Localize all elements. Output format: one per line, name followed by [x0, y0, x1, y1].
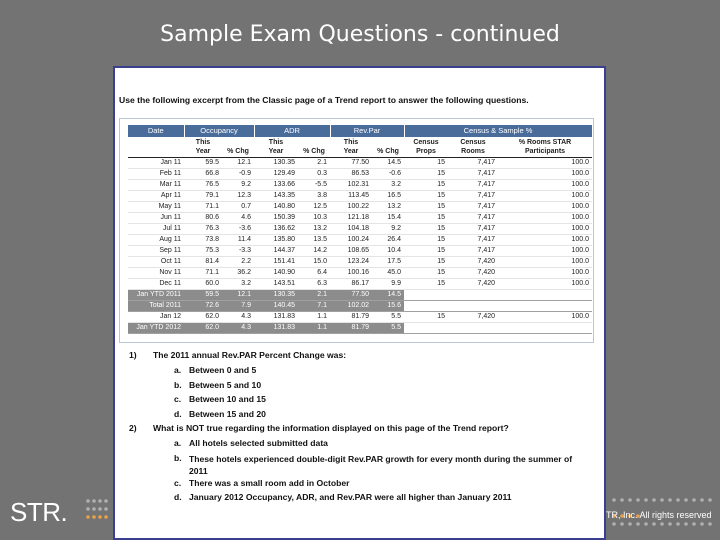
subheader-cell: % Chg: [222, 147, 254, 157]
table-cell: 71.1: [184, 201, 222, 212]
table-cell: 81.79: [330, 322, 372, 333]
question-text: What is NOT true regarding the information displayed on this page of the Trend report?: [153, 423, 509, 433]
row-date-cell: Sep 11: [128, 245, 184, 256]
table-cell: 15: [404, 234, 448, 245]
option-text: All hotels selected submitted data: [189, 438, 328, 448]
table-cell: 100.0: [498, 223, 592, 234]
row-date-cell: Jan 12: [128, 311, 184, 322]
option-text: Between 5 and 10: [189, 379, 262, 390]
table-cell: 7.1: [298, 300, 330, 311]
header-census: Census & Sample %: [404, 125, 592, 137]
table-cell: 4.3: [222, 322, 254, 333]
table-cell: 140.80: [254, 201, 298, 212]
answer-option: [129, 492, 599, 507]
table-cell: 100.16: [330, 267, 372, 278]
table-cell: 7,417: [448, 157, 498, 168]
answer-option: [129, 453, 599, 478]
option-letter: b.: [174, 452, 182, 463]
table-cell: 100.24: [330, 234, 372, 245]
table-row: [128, 267, 592, 278]
table-cell: 100.0: [498, 212, 592, 223]
option-text: These hotels experienced double-digit Rev.PAR growth for every month during the summer of 2011: [189, 453, 573, 476]
table-cell: 11.4: [222, 234, 254, 245]
table-cell: 15: [404, 223, 448, 234]
table-cell: [498, 322, 592, 333]
answer-option: [129, 394, 599, 409]
subheader-cell: Year: [330, 147, 372, 157]
instruction-text: Use the following excerpt from the Classic page of a Trend report to answer the following questions.: [119, 95, 529, 105]
table-cell: 102.31: [330, 179, 372, 190]
table-cell: 76.5: [184, 179, 222, 190]
table-cell: 131.83: [254, 322, 298, 333]
row-date-cell: Jul 11: [128, 223, 184, 234]
table-cell: 76.3: [184, 223, 222, 234]
table-cell: 7,417: [448, 168, 498, 179]
table-cell: 104.18: [330, 223, 372, 234]
table-cell: 15.0: [298, 256, 330, 267]
table-cell: 2.1: [298, 157, 330, 168]
table-cell: 12.1: [222, 157, 254, 168]
copyright-footer: TR, Inc. All rights reserved: [606, 510, 712, 520]
subheader-cell: [372, 137, 404, 147]
table-cell: 72.6: [184, 300, 222, 311]
table-cell: 16.5: [372, 190, 404, 201]
row-date-cell: May 11: [128, 201, 184, 212]
table-cell: [404, 322, 448, 333]
table-cell: 121.18: [330, 212, 372, 223]
table-cell: 15: [404, 190, 448, 201]
table-cell: 100.0: [498, 245, 592, 256]
table-subheader-2: [128, 147, 592, 157]
table-cell: 14.2: [298, 245, 330, 256]
answer-option: [129, 409, 599, 424]
answer-option: [129, 438, 599, 453]
table-cell: 131.83: [254, 311, 298, 322]
table-cell: 6.4: [298, 267, 330, 278]
table-row: [128, 311, 592, 322]
table-cell: 7,420: [448, 267, 498, 278]
table-cell: 2.2: [222, 256, 254, 267]
table-cell: 7,417: [448, 223, 498, 234]
subheader-cell: [128, 147, 184, 157]
table-cell: 15.4: [372, 212, 404, 223]
table-cell: 13.5: [298, 234, 330, 245]
table-cell: 14.5: [372, 157, 404, 168]
subheader-cell: Census: [448, 137, 498, 147]
question: [129, 350, 599, 365]
table-cell: [404, 300, 448, 311]
option-letter: a.: [174, 438, 182, 448]
answer-option: [129, 365, 599, 380]
table-cell: 135.80: [254, 234, 298, 245]
subheader-cell: % Chg: [372, 147, 404, 157]
subheader-cell: Props: [404, 147, 448, 157]
table-cell: 79.1: [184, 190, 222, 201]
row-date-cell: Aug 11: [128, 234, 184, 245]
subheader-cell: Rooms: [448, 147, 498, 157]
table-cell: 7,420: [448, 311, 498, 322]
table-cell: 13.2: [372, 201, 404, 212]
subheader-cell: [222, 137, 254, 147]
table-cell: [448, 289, 498, 300]
row-date-cell: Feb 11: [128, 168, 184, 179]
table-cell: 36.2: [222, 267, 254, 278]
table-cell: 100.0: [498, 278, 592, 289]
table-cell: 75.3: [184, 245, 222, 256]
table-cell: 100.0: [498, 234, 592, 245]
option-text: Between 15 and 20: [189, 408, 266, 419]
table-cell: 100.0: [498, 157, 592, 168]
table-cell: -0.9: [222, 168, 254, 179]
table-cell: 6.3: [298, 278, 330, 289]
table-cell: 7,417: [448, 179, 498, 190]
table-row: [128, 179, 592, 190]
table-row: [128, 278, 592, 289]
table-cell: 9.2: [222, 179, 254, 190]
table-cell: 133.66: [254, 179, 298, 190]
table-cell: 7,417: [448, 201, 498, 212]
summary-row: [128, 300, 592, 311]
header-date: Date: [128, 125, 184, 137]
table-cell: 3.2: [372, 179, 404, 190]
table-cell: 15: [404, 245, 448, 256]
table-cell: 100.0: [498, 190, 592, 201]
table-cell: -3.3: [222, 245, 254, 256]
table-cell: 15: [404, 311, 448, 322]
table-cell: 100.22: [330, 201, 372, 212]
option-letter: c.: [174, 394, 182, 404]
table-cell: 3.8: [298, 190, 330, 201]
table-cell: 4.6: [222, 212, 254, 223]
table-cell: 100.0: [498, 201, 592, 212]
table-cell: 130.35: [254, 157, 298, 168]
subheader-cell: Year: [254, 147, 298, 157]
table-cell: 0.3: [298, 168, 330, 179]
row-date-cell: Dec 11: [128, 278, 184, 289]
option-text: Between 0 and 5: [189, 365, 257, 375]
table-cell: 15: [404, 157, 448, 168]
table-cell: 5.5: [372, 322, 404, 333]
table-cell: 2.1: [298, 289, 330, 300]
row-date-cell: Apr 11: [128, 190, 184, 201]
table-cell: 1.1: [298, 311, 330, 322]
table-cell: 5.5: [372, 311, 404, 322]
subheader-cell: Participants: [498, 147, 592, 157]
table-cell: [404, 289, 448, 300]
table-cell: 66.8: [184, 168, 222, 179]
table-row: [128, 245, 592, 256]
table-group-header: [128, 125, 592, 137]
row-date-cell: Mar 11: [128, 179, 184, 190]
table-cell: 86.17: [330, 278, 372, 289]
table-cell: 144.37: [254, 245, 298, 256]
summary-row: [128, 289, 592, 300]
option-letter: b.: [174, 379, 182, 390]
table-cell: 7,417: [448, 190, 498, 201]
table-cell: 15: [404, 168, 448, 179]
table-cell: 3.2: [222, 278, 254, 289]
table-cell: -3.6: [222, 223, 254, 234]
table-cell: 130.35: [254, 289, 298, 300]
table-cell: [448, 300, 498, 311]
header-revpar: Rev.Par: [330, 125, 404, 137]
table-row: [128, 168, 592, 179]
subheader-cell: % Chg: [298, 147, 330, 157]
slide-title: Sample Exam Questions - continued: [160, 22, 560, 47]
table-cell: 15: [404, 212, 448, 223]
row-date-cell: Jan YTD 2011: [128, 289, 184, 300]
table-cell: 60.0: [184, 278, 222, 289]
table-cell: [448, 322, 498, 333]
table-cell: 1.1: [298, 322, 330, 333]
row-date-cell: Nov 11: [128, 267, 184, 278]
table-cell: 143.35: [254, 190, 298, 201]
table-cell: [498, 300, 592, 311]
table-row: [128, 256, 592, 267]
decorative-dots-icon: [84, 496, 110, 526]
table-cell: 15: [404, 256, 448, 267]
header-adr: ADR: [254, 125, 330, 137]
option-text: January 2012 Occupancy, ADR, and Rev.PAR were all higher than January 2011: [189, 492, 512, 502]
table-cell: 7,420: [448, 278, 498, 289]
option-letter: d.: [174, 492, 182, 502]
table-cell: 7,417: [448, 245, 498, 256]
answer-option: [129, 478, 599, 493]
question-number: 1): [129, 350, 137, 360]
table-cell: 10.4: [372, 245, 404, 256]
table-cell: 45.0: [372, 267, 404, 278]
subheader-cell: [128, 137, 184, 147]
table-cell: 113.45: [330, 190, 372, 201]
table-cell: 7,420: [448, 256, 498, 267]
table-cell: 14.5: [372, 289, 404, 300]
table-cell: 15.6: [372, 300, 404, 311]
table-cell: 9.2: [372, 223, 404, 234]
row-date-cell: Jun 11: [128, 212, 184, 223]
table-cell: -0.6: [372, 168, 404, 179]
table-cell: 7.9: [222, 300, 254, 311]
table-cell: 77.50: [330, 289, 372, 300]
table-cell: 0.7: [222, 201, 254, 212]
table-cell: 13.2: [298, 223, 330, 234]
table-cell: 4.3: [222, 311, 254, 322]
table-row: [128, 157, 592, 168]
table-cell: 123.24: [330, 256, 372, 267]
table-cell: 9.9: [372, 278, 404, 289]
table-cell: 80.6: [184, 212, 222, 223]
table-cell: -5.5: [298, 179, 330, 190]
summary-row: [128, 322, 592, 333]
table-cell: [498, 289, 592, 300]
table-cell: 140.45: [254, 300, 298, 311]
table-cell: 26.4: [372, 234, 404, 245]
table-row: [128, 190, 592, 201]
table-row: [128, 223, 592, 234]
table-cell: 7,417: [448, 212, 498, 223]
option-letter: a.: [174, 365, 182, 375]
subheader-cell: This: [330, 137, 372, 147]
question-text: The 2011 annual Rev.PAR Percent Change was:: [153, 350, 347, 360]
subheader-cell: % Rooms STAR: [498, 137, 592, 147]
table-cell: 136.62: [254, 223, 298, 234]
table-cell: 15: [404, 278, 448, 289]
table-row: [128, 212, 592, 223]
table-cell: 62.0: [184, 322, 222, 333]
table-cell: 108.65: [330, 245, 372, 256]
table-cell: 59.5: [184, 289, 222, 300]
header-occupancy: Occupancy: [184, 125, 254, 137]
question-number: 2): [129, 423, 137, 433]
table-cell: 15: [404, 179, 448, 190]
table-cell: 81.79: [330, 311, 372, 322]
table-cell: 12.5: [298, 201, 330, 212]
table-cell: 100.0: [498, 311, 592, 322]
table-cell: 17.5: [372, 256, 404, 267]
table-cell: 15: [404, 201, 448, 212]
answer-option: [129, 380, 599, 395]
subheader-cell: Year: [184, 147, 222, 157]
row-date-cell: Jan YTD 2012: [128, 322, 184, 333]
table-row: [128, 201, 592, 212]
table-cell: 100.0: [498, 256, 592, 267]
table-cell: 77.50: [330, 157, 372, 168]
table-cell: 59.5: [184, 157, 222, 168]
questions-block: [129, 350, 599, 507]
table-cell: 73.8: [184, 234, 222, 245]
option-text: Between 10 and 15: [189, 394, 266, 404]
subheader-cell: Census: [404, 137, 448, 147]
option-letter: c.: [174, 477, 182, 488]
table-cell: 15: [404, 267, 448, 278]
str-logo-text: STR.: [10, 497, 68, 527]
table-cell: 100.0: [498, 267, 592, 278]
row-date-cell: Jan 11: [128, 157, 184, 168]
table-cell: 62.0: [184, 311, 222, 322]
table-cell: 143.51: [254, 278, 298, 289]
subheader-cell: This: [184, 137, 222, 147]
table-cell: 71.1: [184, 267, 222, 278]
table-cell: 86.53: [330, 168, 372, 179]
table-cell: 100.0: [498, 179, 592, 190]
table-cell: 12.3: [222, 190, 254, 201]
table-cell: 150.39: [254, 212, 298, 223]
table-cell: 7,417: [448, 234, 498, 245]
table-cell: 151.41: [254, 256, 298, 267]
subheader-cell: [298, 137, 330, 147]
table-row: [128, 234, 592, 245]
trend-table: [128, 125, 593, 334]
table-subheader-1: [128, 137, 592, 147]
table-cell: 10.3: [298, 212, 330, 223]
option-text: There was a small room add in October: [189, 477, 350, 488]
table-cell: 100.0: [498, 168, 592, 179]
table-cell: 129.49: [254, 168, 298, 179]
question: [129, 423, 599, 438]
subheader-cell: This: [254, 137, 298, 147]
option-letter: d.: [174, 408, 182, 419]
row-date-cell: Total 2011: [128, 300, 184, 311]
row-date-cell: Oct 11: [128, 256, 184, 267]
table-cell: 140.90: [254, 267, 298, 278]
table-cell: 81.4: [184, 256, 222, 267]
table-cell: 12.1: [222, 289, 254, 300]
table-cell: 102.02: [330, 300, 372, 311]
content-card: [113, 66, 606, 540]
